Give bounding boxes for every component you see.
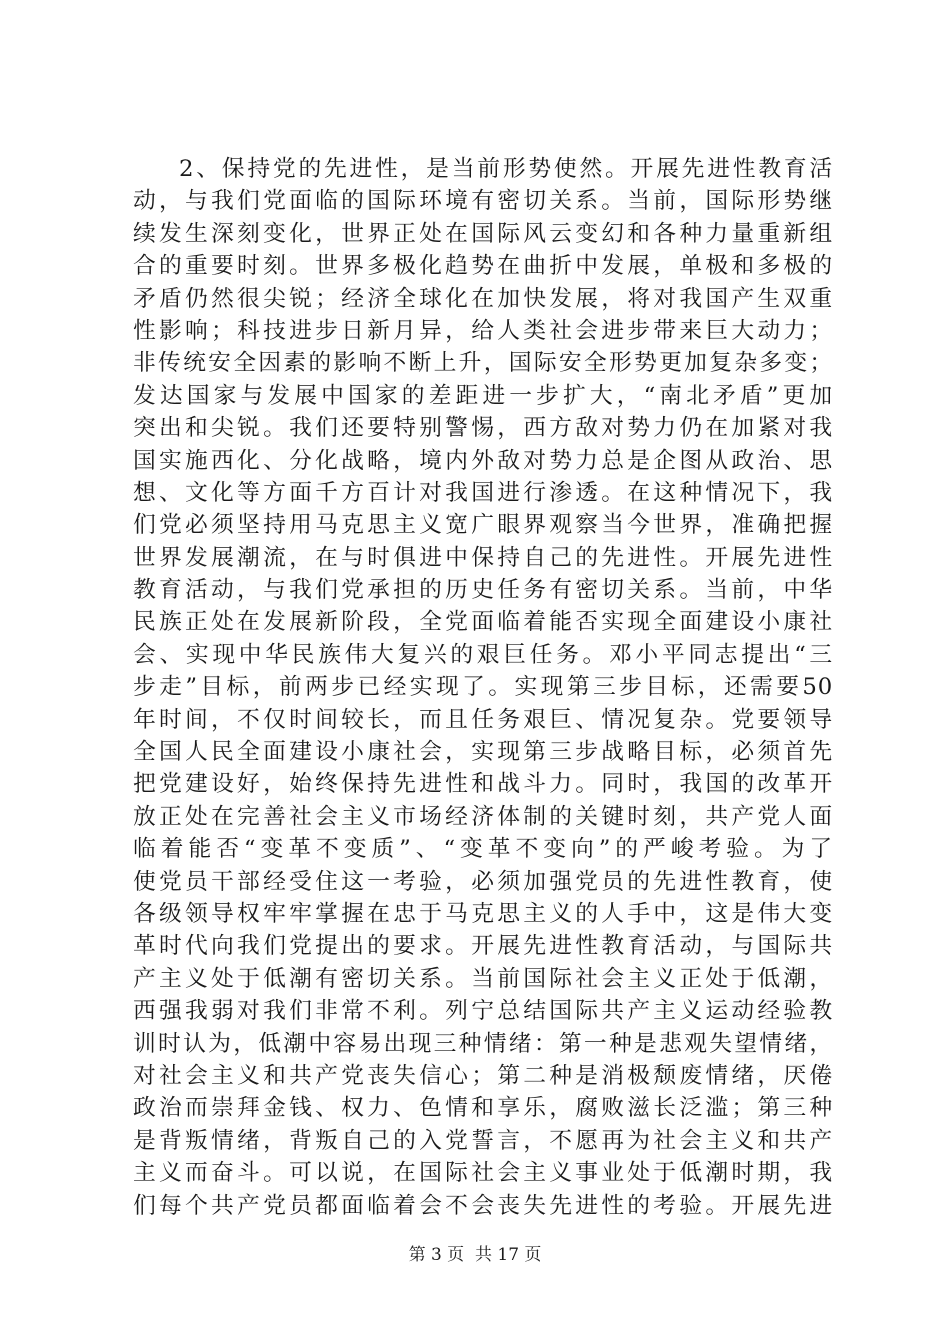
text-line: 训时认为，低潮中容易出现三种情绪：第一种是悲观失望情绪， [133,1030,833,1057]
body-paragraph [133,153,833,1222]
text-line: 动，与我们党面临的国际环境有密切关系。当前，国际形势继 [133,188,833,215]
text-line: 把党建设好，始终保持先进性和战斗力。同时，我国的改革开 [133,771,833,798]
text-line: 对社会主义和共产党丧失信心；第二种是消极颓废情绪，厌倦 [133,1062,833,1089]
text-line: 革时代向我们党提出的要求。开展先进性教育活动，与国际共 [133,933,833,960]
text-line: 性影响；科技进步日新月异，给人类社会进步带来巨大动力； [133,317,833,344]
text-line: 矛盾仍然很尖锐；经济全球化在加快发展，将对我国产生双重 [133,285,833,312]
text-line: 续发生深刻变化，世界正处在国际风云变幻和各种力量重新组 [133,220,833,247]
text-line: 国实施西化、分化战略，境内外敌对势力总是企图从政治、思 [133,447,833,474]
page-footer [0,1243,950,1267]
text-line: 主义而奋斗。可以说，在国际社会主义事业处于低潮时期，我 [133,1160,833,1187]
text-line: 非传统安全因素的影响不断上升，国际安全形势更加复杂多变； [133,350,833,377]
text-line: 民族正处在发展新阶段，全党面临着能否实现全面建设小康社 [133,609,833,636]
text-line: 2、保持党的先进性，是当前形势使然。开展先进性教育活 [179,156,833,182]
text-line: 西强我弱对我们非常不利。列宁总结国际共产主义运动经验教 [133,998,833,1025]
text-line: 突出和尖锐。我们还要特别警惕，西方敌对势力仍在加紧对我 [133,415,833,442]
text-line: 全国人民全面建设小康社会，实现第三步战略目标，必须首先 [133,739,833,766]
text-line: 步走”目标，前两步已经实现了。实现第三步目标，还需要50 [133,674,833,701]
text-line: 政治而崇拜金钱、权力、色情和享乐，腐败滋长泛滥；第三种 [133,1095,833,1122]
text-line: 临着能否“变革不变质”、“变革不变向”的严峻考验。为了 [133,836,833,863]
text-line: 放正处在完善社会主义市场经济体制的关键时刻，共产党人面 [133,803,833,830]
text-line: 合的重要时刻。世界多极化趋势在曲折中发展，单极和多极的 [133,253,833,280]
text-line: 世界发展潮流，在与时俱进中保持自己的先进性。开展先进性 [133,544,833,571]
page-number-label: 第 3 页 共 17 页 [408,1245,542,1265]
text-line: 们每个共产党员都面临着会不会丧失先进性的考验。开展先进 [133,1192,833,1219]
text-line: 教育活动，与我们党承担的历史任务有密切关系。当前，中华 [133,577,833,604]
text-line: 各级领导权牢牢掌握在忠于马克思主义的人手中，这是伟大变 [133,900,833,927]
text-line: 们党必须坚持用马克思主义宽广眼界观察当今世界，准确把握 [133,512,833,539]
text-line: 使党员干部经受住这一考验，必须加强党员的先进性教育，使 [133,868,833,895]
text-line: 发达国家与发展中国家的差距进一步扩大，“南北矛盾”更加 [133,382,833,409]
text-line: 想、文化等方面千方百计对我国进行渗透。在这种情况下，我 [133,479,833,506]
text-line: 产主义处于低潮有密切关系。当前国际社会主义正处于低潮， [133,965,833,992]
text-line: 会、实现中华民族伟大复兴的艰巨任务。邓小平同志提出“三 [133,641,833,668]
text-line: 是背叛情绪，背叛自己的入党誓言，不愿再为社会主义和共产 [133,1127,833,1154]
text-line: 年时间，不仅时间较长，而且任务艰巨、情况复杂。党要领导 [133,706,833,733]
